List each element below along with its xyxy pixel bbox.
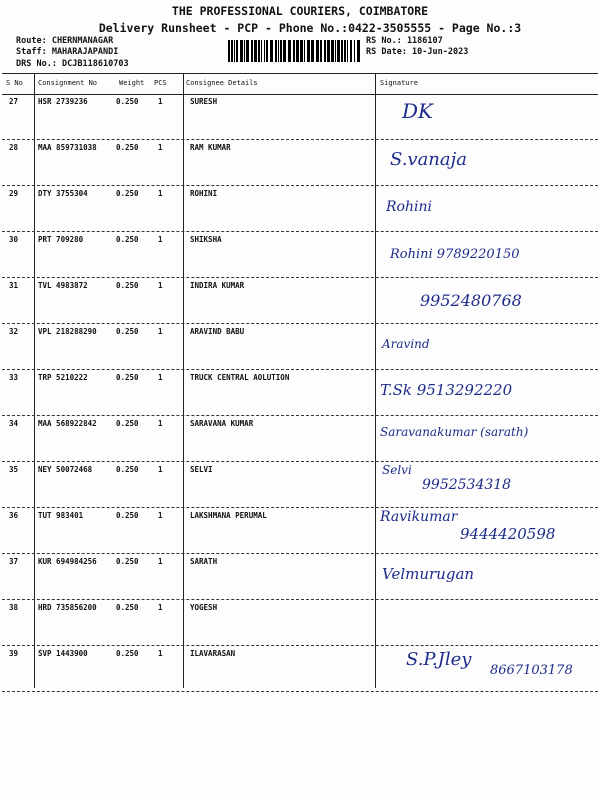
handwritten-signature: Selvi — [382, 463, 412, 477]
consignee-name: RAM KUMAR — [190, 143, 231, 152]
row-pcs: 1 — [158, 511, 163, 520]
row-weight: 0.250 — [116, 511, 139, 520]
row-sno: 39 — [9, 649, 19, 658]
handwritten-signature: Rohini 9789220150 — [390, 247, 520, 262]
table-row — [2, 599, 598, 646]
signature-cell — [380, 277, 598, 323]
row-pcs: 1 — [158, 649, 163, 658]
company-title: THE PROFESSIONAL COURIERS, COIMBATORE — [171, 4, 429, 18]
row-sno: 27 — [9, 97, 19, 106]
row-weight: 0.250 — [116, 603, 139, 612]
consignee-name: YOGESH — [190, 603, 218, 612]
row-sno: 36 — [9, 511, 19, 520]
signature-cell — [380, 461, 598, 507]
table-row — [2, 185, 598, 232]
drs-label: DRS No.: DCJB118610703 — [16, 59, 129, 69]
table-row — [2, 645, 598, 692]
row-weight: 0.250 — [116, 189, 139, 198]
consignment-number: MAA 568922842 — [38, 419, 97, 428]
row-weight: 0.250 — [116, 373, 139, 382]
consignee-name: SARATH — [190, 557, 218, 566]
signature-cell — [380, 369, 598, 415]
table-row — [2, 507, 598, 554]
row-weight: 0.250 — [116, 97, 139, 106]
consignment-number: NEY 50072468 — [38, 465, 93, 474]
row-sno: 32 — [9, 327, 19, 336]
table-row — [2, 461, 598, 508]
handwritten-signature: DK — [402, 99, 433, 123]
table-row — [2, 323, 598, 370]
signature-cell — [380, 507, 598, 553]
row-weight: 0.250 — [116, 465, 139, 474]
row-sno: 33 — [9, 373, 19, 382]
consignment-number: HSR 2739236 — [38, 97, 88, 106]
row-pcs: 1 — [158, 97, 163, 106]
col-consignee: Consignee Details — [186, 79, 258, 87]
row-sno: 37 — [9, 557, 19, 566]
handwritten-signature: Rohini — [386, 199, 432, 215]
consignee-name: INDIRA KUMAR — [190, 281, 245, 290]
row-pcs: 1 — [158, 465, 163, 474]
col-weight: Weight — [119, 79, 145, 87]
signature-cell — [380, 323, 598, 369]
consignment-number: VPL 218288290 — [38, 327, 97, 336]
consignee-name: SURESH — [190, 97, 218, 106]
handwritten-signature: Aravind — [382, 337, 430, 351]
row-pcs: 1 — [158, 603, 163, 612]
signature-cell — [380, 139, 598, 185]
handwritten-signature: 9952534318 — [422, 477, 512, 493]
consignee-name: ILAVARASAN — [190, 649, 236, 658]
row-pcs: 1 — [158, 373, 163, 382]
row-weight: 0.250 — [116, 419, 139, 428]
row-sno: 28 — [9, 143, 19, 152]
row-weight: 0.250 — [116, 143, 139, 152]
row-weight: 0.250 — [116, 327, 139, 336]
row-pcs: 1 — [158, 189, 163, 198]
handwritten-signature: Velmurugan — [382, 565, 475, 583]
consignee-name: TRUCK CENTRAL AOLUTION — [190, 373, 290, 382]
row-pcs: 1 — [158, 557, 163, 566]
consignee-name: SHIKSHA — [190, 235, 222, 244]
signature-cell — [380, 93, 598, 139]
barcode — [228, 40, 360, 62]
consignment-number: SVP 1443900 — [38, 649, 88, 658]
table-row — [2, 553, 598, 600]
handwritten-signature: 9952480768 — [420, 291, 522, 310]
row-sno: 29 — [9, 189, 19, 198]
table-row — [2, 415, 598, 462]
table-header — [2, 73, 598, 95]
row-sno: 30 — [9, 235, 19, 244]
handwritten-signature: T.Sk 9513292220 — [380, 381, 513, 399]
row-pcs: 1 — [158, 235, 163, 244]
rs-date: RS Date: 10-Jun-2023 — [366, 47, 469, 57]
handwritten-signature: 9444420598 — [460, 525, 556, 543]
rs-number: RS No.: 1186107 — [366, 36, 443, 46]
runsheet-subtitle: Delivery Runsheet - PCP - Phone No.:0422-3505555 - Page No.:3 — [98, 21, 522, 35]
row-weight: 0.250 — [116, 281, 139, 290]
row-sno: 38 — [9, 603, 19, 612]
consignment-number: PRT 709280 — [38, 235, 84, 244]
consignment-number: KUR 694984256 — [38, 557, 97, 566]
handwritten-signature: Saravanakumar (sarath) — [380, 425, 529, 439]
row-weight: 0.250 — [116, 235, 139, 244]
row-weight: 0.250 — [116, 557, 139, 566]
row-pcs: 1 — [158, 281, 163, 290]
signature-cell — [380, 553, 598, 599]
row-pcs: 1 — [158, 327, 163, 336]
consignment-number: MAA 859731038 — [38, 143, 97, 152]
row-pcs: 1 — [158, 143, 163, 152]
consignee-name: SARAVANA KUMAR — [190, 419, 254, 428]
col-pcs: PCS — [154, 79, 167, 87]
staff-label: Staff: MAHARAJAPANDI — [16, 47, 119, 57]
consignee-name: ROHINI — [190, 189, 218, 198]
consignee-name: LAKSHMANA PERUMAL — [190, 511, 267, 520]
handwritten-signature: Ravikumar — [380, 509, 458, 525]
row-sno: 31 — [9, 281, 19, 290]
row-pcs: 1 — [158, 419, 163, 428]
handwritten-signature: S.P.Jley — [406, 649, 472, 670]
consignment-number: TUT 983401 — [38, 511, 84, 520]
consignment-number: DTY 3755304 — [38, 189, 88, 198]
handwritten-signature: 8667103178 — [490, 663, 573, 678]
signature-cell — [380, 231, 598, 277]
table-row — [2, 369, 598, 416]
signature-cell — [380, 185, 598, 231]
table-row — [2, 231, 598, 278]
consignee-name: ARAVIND BABU — [190, 327, 245, 336]
consignment-number: TRP 5210222 — [38, 373, 88, 382]
signature-cell — [380, 645, 598, 691]
signature-cell — [380, 599, 598, 645]
row-weight: 0.250 — [116, 649, 139, 658]
consignment-number: TVL 4983872 — [38, 281, 88, 290]
route-label: Route: CHERNMANAGAR — [16, 36, 114, 46]
row-sno: 34 — [9, 419, 19, 428]
table-row — [2, 93, 598, 140]
handwritten-signature: S.vanaja — [390, 149, 467, 170]
consignment-number: HRD 735856200 — [38, 603, 97, 612]
table-row — [2, 277, 598, 324]
signature-cell — [380, 415, 598, 461]
col-sno: S No — [6, 79, 23, 87]
consignee-name: SELVI — [190, 465, 213, 474]
col-signature: Signature — [380, 79, 418, 87]
table-row — [2, 139, 598, 186]
row-sno: 35 — [9, 465, 19, 474]
col-consignment: Consignment No — [38, 79, 98, 87]
